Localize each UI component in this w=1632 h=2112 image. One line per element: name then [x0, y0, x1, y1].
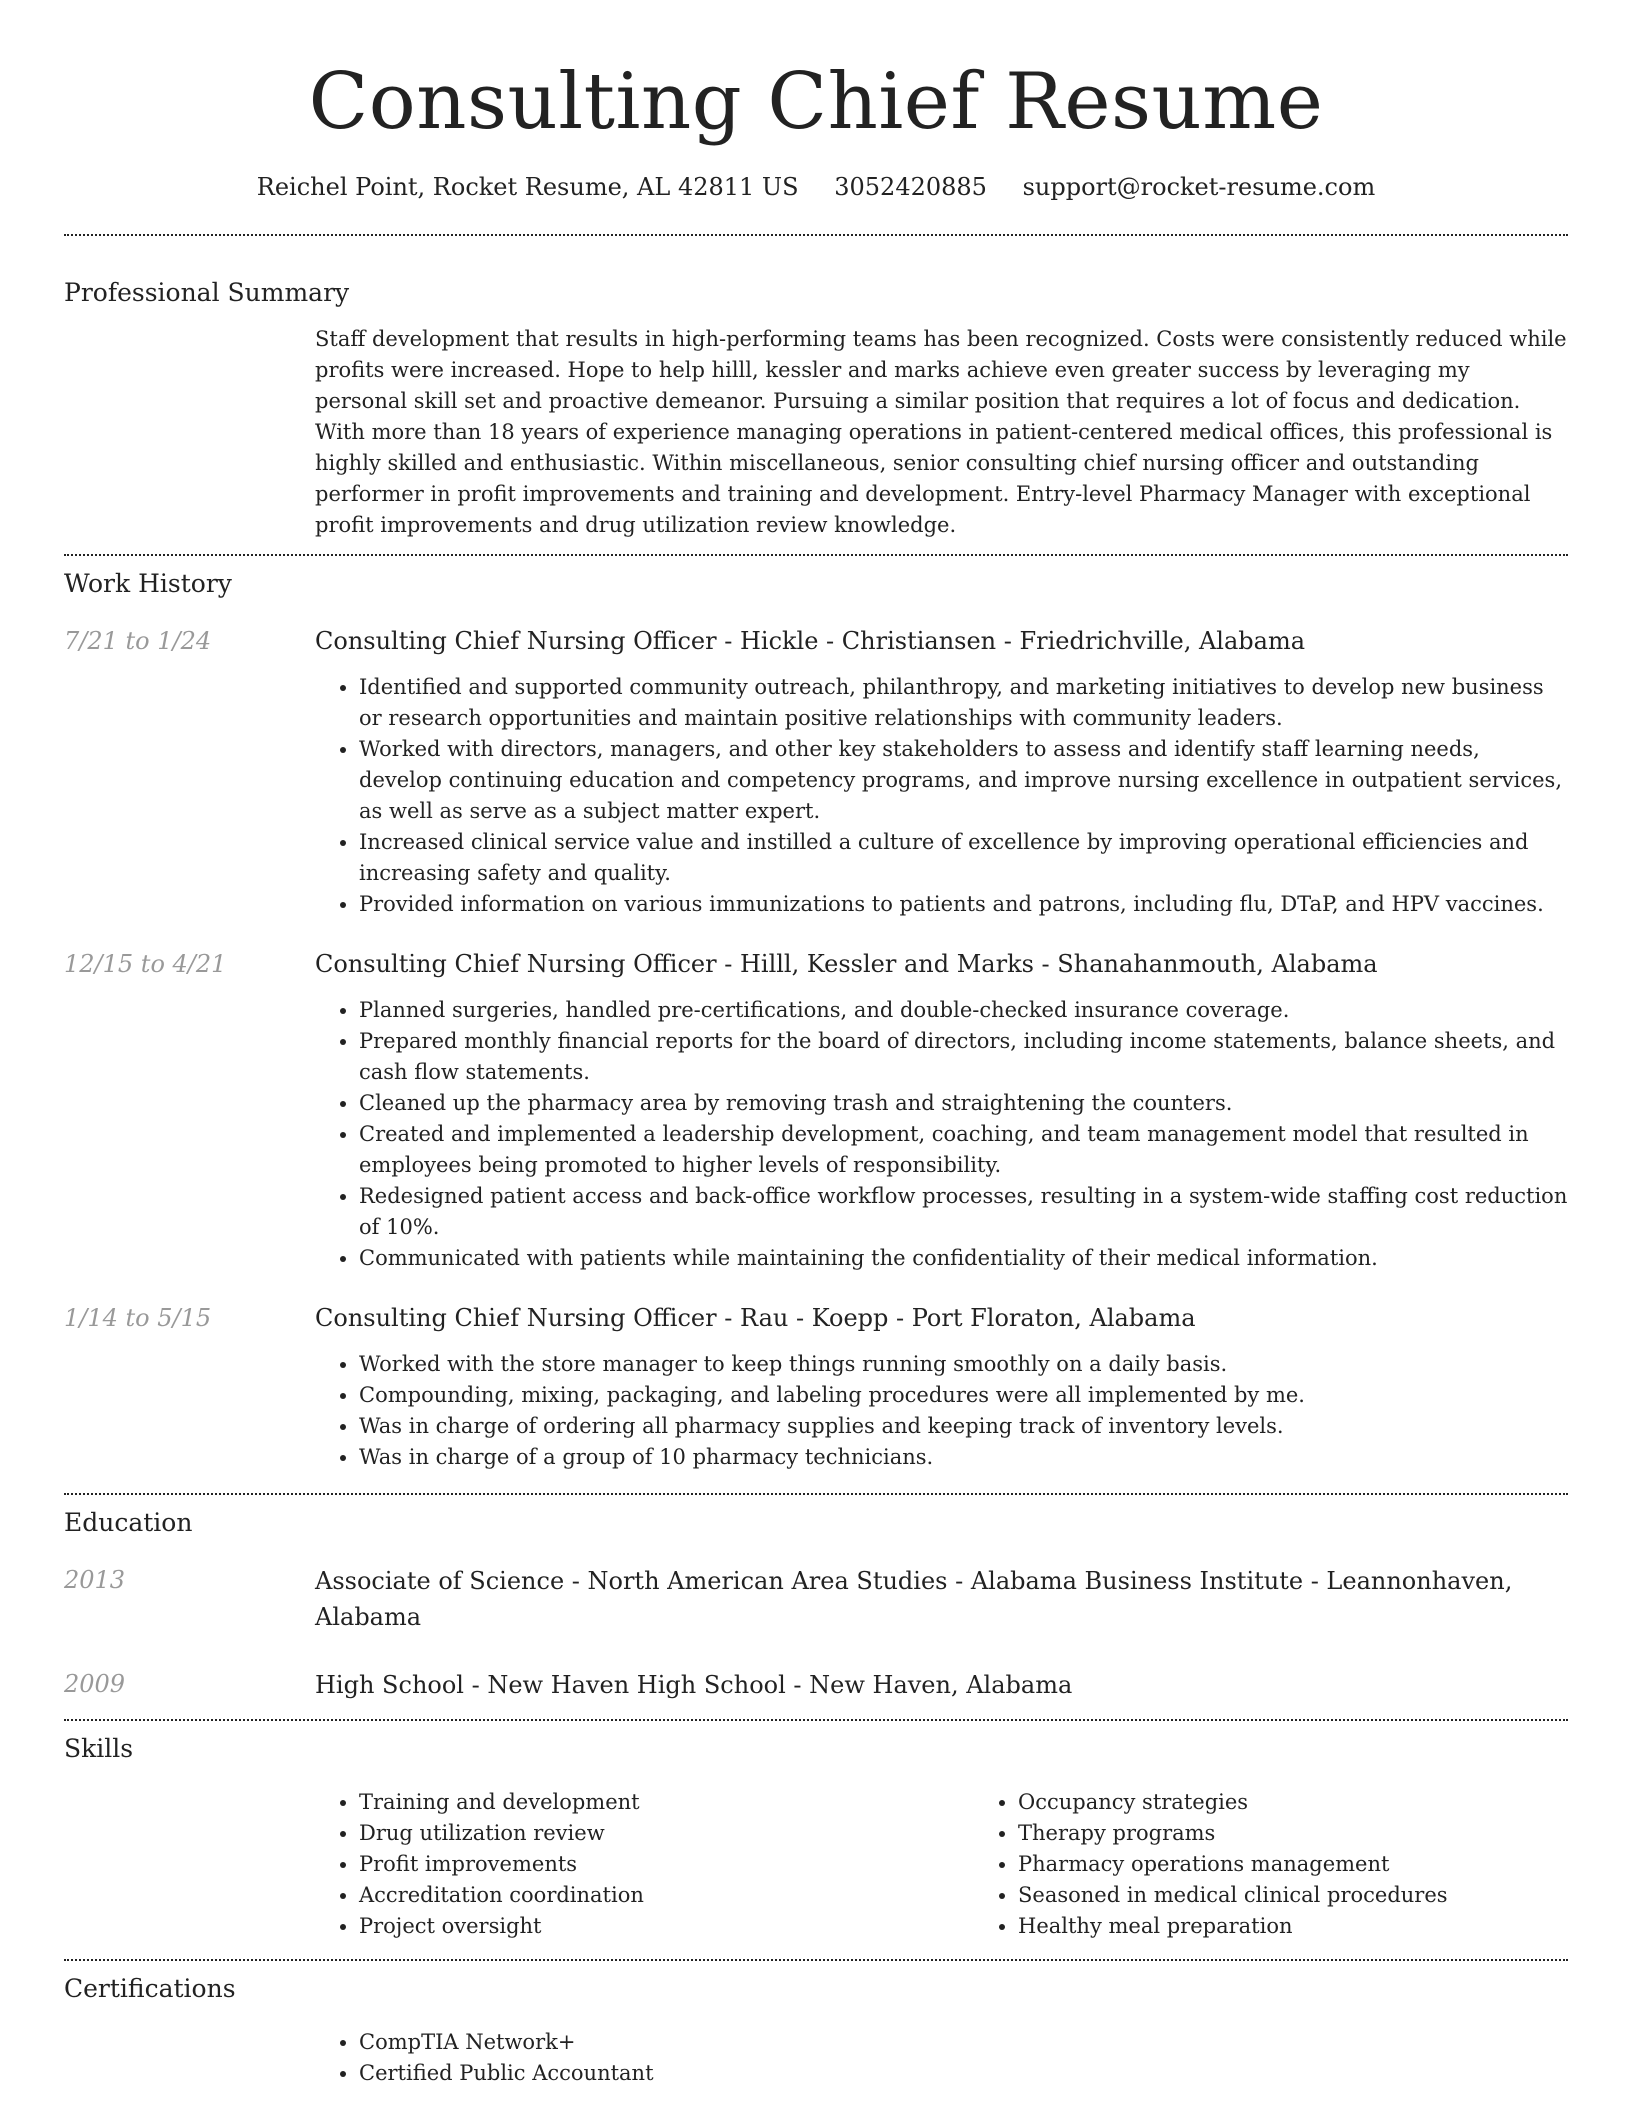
- list-item: • CompTIA Network+: [359, 2027, 1568, 2058]
- job-title: Consulting Chief Nursing Officer - Rau - Koepp - Port Floraton, Alabama: [315, 1304, 1196, 1332]
- list-item: • Planned surgeries, handled pre-certifications, and double-checked insurance coverage.: [359, 995, 1568, 1026]
- education-entry: [64, 1667, 1568, 1703]
- job-entry: [64, 624, 1568, 920]
- list-item: • Increased clinical service value and instilled a culture of excellence by improving operational efficiencies and increasing safety and quality.: [359, 827, 1568, 889]
- certifications-row: [64, 2027, 1568, 2089]
- divider: [64, 1959, 1568, 1961]
- list-item: • Created and implemented a leadership development, coaching, and team management model that resulted in employees being promoted to higher levels of responsibility.: [359, 1119, 1568, 1181]
- job-dates: 1/14 to 5/15: [64, 1304, 212, 1332]
- education-text: High School - New Haven High School - New Haven, Alabama: [315, 1671, 1073, 1699]
- divider: [64, 554, 1568, 556]
- list-item: • Project oversight: [359, 1911, 974, 1942]
- job-title: Consulting Chief Nursing Officer - Hilll, Kessler and Marks - Shanahanmouth, Alabama: [315, 950, 1378, 978]
- list-item: • Prepared monthly financial reports for the board of directors, including income statements, balance sheets, and cash flow statements.: [359, 1026, 1568, 1088]
- contact-address: Reichel Point, Rocket Resume, AL 42811 US: [256, 173, 799, 201]
- list-item: • Occupancy strategies: [1018, 1787, 1632, 1818]
- job-bullets: [315, 1349, 1568, 1473]
- divider: [64, 1719, 1568, 1721]
- section-title-education: Education: [64, 1508, 193, 1537]
- list-item: • Accreditation coordination: [359, 1880, 974, 1911]
- section-title-skills: Skills: [64, 1734, 134, 1763]
- education-entry: [64, 1563, 1568, 1635]
- list-item: • Healthy meal preparation: [1018, 1911, 1632, 1942]
- job-entry: [64, 947, 1568, 1274]
- skills-list-left: [315, 1787, 974, 1942]
- list-item: • Communicated with patients while maintaining the confidentiality of their medical information.: [359, 1243, 1568, 1274]
- list-item: • Cleaned up the pharmacy area by removing trash and straightening the counters.: [359, 1088, 1568, 1119]
- contact-line: [64, 170, 1568, 204]
- section-title-work: Work History: [64, 569, 232, 598]
- education-year: 2009: [64, 1670, 126, 1698]
- list-item: • Provided information on various immunizations to patients and patrons, including flu, DTaP, and HPV vaccines.: [359, 889, 1568, 920]
- contact-email: support@rocket-resume.com: [1022, 173, 1376, 201]
- education-year: 2013: [64, 1566, 126, 1594]
- list-item: • Seasoned in medical clinical procedures: [1018, 1880, 1632, 1911]
- contact-phone: 3052420885: [834, 173, 987, 201]
- education-text: Associate of Science - North American Area Studies - Alabama Business Institute - Leannonhaven, Alabama: [315, 1567, 1513, 1631]
- list-item: • Was in charge of a group of 10 pharmacy technicians.: [359, 1442, 1568, 1473]
- divider: [64, 1493, 1568, 1495]
- skills-list-right: [974, 1787, 1632, 1942]
- skills-row: [64, 1787, 1568, 1942]
- summary-text: Staff development that results in high-performing teams has been recognized. Costs were consistently reduced while profits were increased. Hope to help hilll, kessler and marks achieve even greater success by leveraging my personal skill set and proactive demeanor. Pursuing a similar position that requires a lot of focus and dedication. With more than 18 years of experience managing operations in patient-centered medical offices, this professional is highly skilled and enthusiastic. Within miscellaneous, senior consulting chief nursing officer and outstanding performer in profit improvements and training and development. Entry-level Pharmacy Manager with exceptional profit improvements and drug utilization review knowledge.: [315, 327, 1567, 537]
- job-bullets: [315, 995, 1568, 1274]
- list-item: • Compounding, mixing, packaging, and labeling procedures were all implemented by me.: [359, 1380, 1568, 1411]
- resume-title: Consulting Chief Resume: [308, 57, 1324, 147]
- list-item: • Redesigned patient access and back-office workflow processes, resulting in a system-wide staffing cost reduction of 10%.: [359, 1181, 1568, 1243]
- divider: [64, 234, 1568, 236]
- section-title-certifications: Certifications: [64, 1974, 236, 2003]
- summary-row: [64, 324, 1568, 541]
- list-item: • Worked with the store manager to keep things running smoothly on a daily basis.: [359, 1349, 1568, 1380]
- list-item: • Training and development: [359, 1787, 974, 1818]
- list-item: • Drug utilization review: [359, 1818, 974, 1849]
- job-title: Consulting Chief Nursing Officer - Hickle - Christiansen - Friedrichville, Alabama: [315, 627, 1306, 655]
- job-bullets: [315, 672, 1568, 920]
- list-item: • Profit improvements: [359, 1849, 974, 1880]
- list-item: • Worked with directors, managers, and other key stakeholders to assess and identify staff learning needs, develop continuing education and competency programs, and improve nursing excellence in outpatient services, as well as serve as a subject matter expert.: [359, 734, 1568, 827]
- section-title-summary: Professional Summary: [64, 278, 350, 307]
- list-item: • Certified Public Accountant: [359, 2058, 1568, 2089]
- list-item: • Therapy programs: [1018, 1818, 1632, 1849]
- list-item: • Identified and supported community outreach, philanthropy, and marketing initiatives to develop new business or research opportunities and maintain positive relationships with community leaders.: [359, 672, 1568, 734]
- job-entry: [64, 1301, 1568, 1473]
- job-dates: 7/21 to 1/24: [64, 627, 212, 655]
- list-item: • Pharmacy operations management: [1018, 1849, 1632, 1880]
- list-item: • Was in charge of ordering all pharmacy supplies and keeping track of inventory levels.: [359, 1411, 1568, 1442]
- job-dates: 12/15 to 4/21: [64, 950, 227, 978]
- certifications-list: [315, 2027, 1568, 2089]
